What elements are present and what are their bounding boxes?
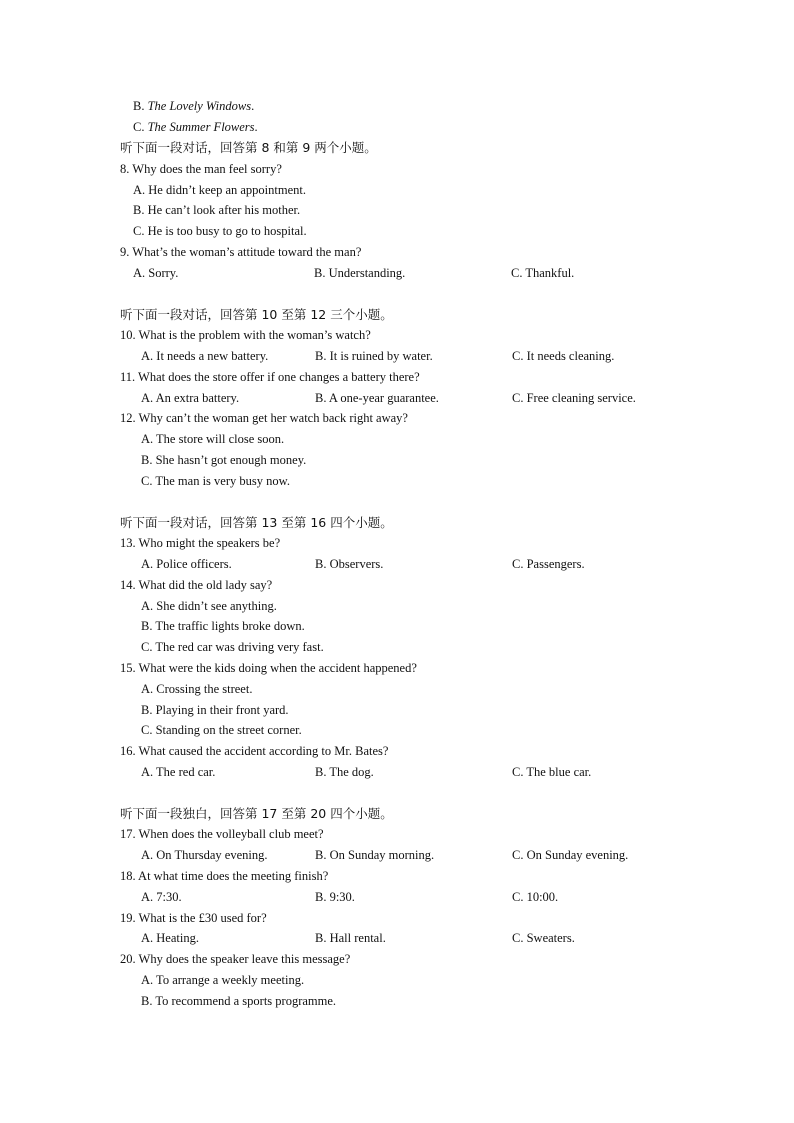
- question-text: 17. When does the volleyball club meet?: [120, 827, 324, 841]
- question-text: 13. Who might the speakers be?: [120, 536, 281, 550]
- option-a: A. 7:30.: [141, 890, 182, 904]
- question-text: 8. Why does the man feel sorry?: [120, 162, 282, 176]
- question-text: 14. What did the old lady say?: [120, 578, 273, 592]
- option-b: B. Playing in their front yard.: [141, 703, 289, 717]
- option-a: A. The red car.: [141, 765, 216, 779]
- option-title: The Lovely Windows: [147, 99, 252, 113]
- question-text: 20. Why does the speaker leave this message?: [120, 952, 351, 966]
- option-c: C. Sweaters.: [512, 931, 575, 945]
- question-text: 11. What does the store offer if one changes a battery there?: [120, 370, 420, 384]
- option-c: C. Free cleaning service.: [512, 391, 636, 405]
- option-b: B. A one-year guarantee.: [315, 391, 439, 405]
- option-a: A. An extra battery.: [141, 391, 240, 405]
- option-line: C. The Summer Flowers.: [133, 120, 258, 134]
- option-a: A. Police officers.: [141, 557, 232, 571]
- option-b: B. It is ruined by water.: [315, 349, 433, 363]
- option-b: B. Hall rental.: [315, 931, 386, 945]
- option-c: C. He is too busy to go to hospital.: [133, 224, 307, 238]
- option-a: A. He didn’t keep an appointment.: [133, 183, 306, 197]
- option-c: C. On Sunday evening.: [512, 848, 629, 862]
- option-title: The Summer Flowers: [147, 120, 255, 134]
- option-b: B. The traffic lights broke down.: [141, 619, 305, 633]
- section-heading: 听下面一段对话，回答第 13 至第 16 四个小题。: [120, 515, 393, 530]
- option-b: B. On Sunday morning.: [315, 848, 435, 862]
- question-text: 12. Why can’t the woman get her watch back right away?: [120, 411, 408, 425]
- question-text: 15. What were the kids doing when the accident happened?: [120, 661, 417, 675]
- question-text: 18. At what time does the meeting finish?: [120, 869, 329, 883]
- option-b: B. To recommend a sports programme.: [141, 994, 337, 1008]
- option-a: A. Heating.: [141, 931, 199, 945]
- option-c: C. Standing on the street corner.: [141, 723, 302, 737]
- option-a: A. Crossing the street.: [141, 682, 253, 696]
- option-a: A. It needs a new battery.: [141, 349, 269, 363]
- section-heading: 听下面一段对话，回答第 10 至第 12 三个小题。: [120, 307, 393, 322]
- option-a: A. The store will close soon.: [141, 432, 285, 446]
- question-text: 10. What is the problem with the woman’s watch?: [120, 328, 371, 342]
- option-b: B. She hasn’t got enough money.: [141, 453, 307, 467]
- option-c: C. 10:00.: [512, 890, 559, 904]
- option-a: A. To arrange a weekly meeting.: [141, 973, 305, 987]
- option-c: C. Passengers.: [512, 557, 585, 571]
- option-c: C. The red car was driving very fast.: [141, 640, 324, 654]
- section-heading: 听下面一段独白，回答第 17 至第 20 四个小题。: [120, 806, 393, 821]
- option-a: A. Sorry.: [133, 266, 179, 280]
- question-text: 19. What is the £30 used for?: [120, 911, 267, 925]
- option-a: A. On Thursday evening.: [141, 848, 268, 862]
- option-c: C. Thankful.: [511, 266, 575, 280]
- option-b: B. Understanding.: [314, 266, 406, 280]
- option-b: B. Observers.: [315, 557, 384, 571]
- option-a: A. She didn’t see anything.: [141, 599, 277, 613]
- option-c: C. It needs cleaning.: [512, 349, 615, 363]
- section-heading: 听下面一段对话，回答第 8 和第 9 两个小题。: [120, 140, 377, 155]
- question-text: 9. What’s the woman’s attitude toward the man?: [120, 245, 362, 259]
- option-b: B. He can’t look after his mother.: [133, 203, 301, 217]
- option-c: C. The blue car.: [512, 765, 592, 779]
- question-text: 16. What caused the accident according to Mr. Bates?: [120, 744, 389, 758]
- option-c: C. The man is very busy now.: [141, 474, 290, 488]
- option-b: B. 9:30.: [315, 890, 355, 904]
- option-line: B. The Lovely Windows.: [133, 99, 255, 113]
- option-b: B. The dog.: [315, 765, 374, 779]
